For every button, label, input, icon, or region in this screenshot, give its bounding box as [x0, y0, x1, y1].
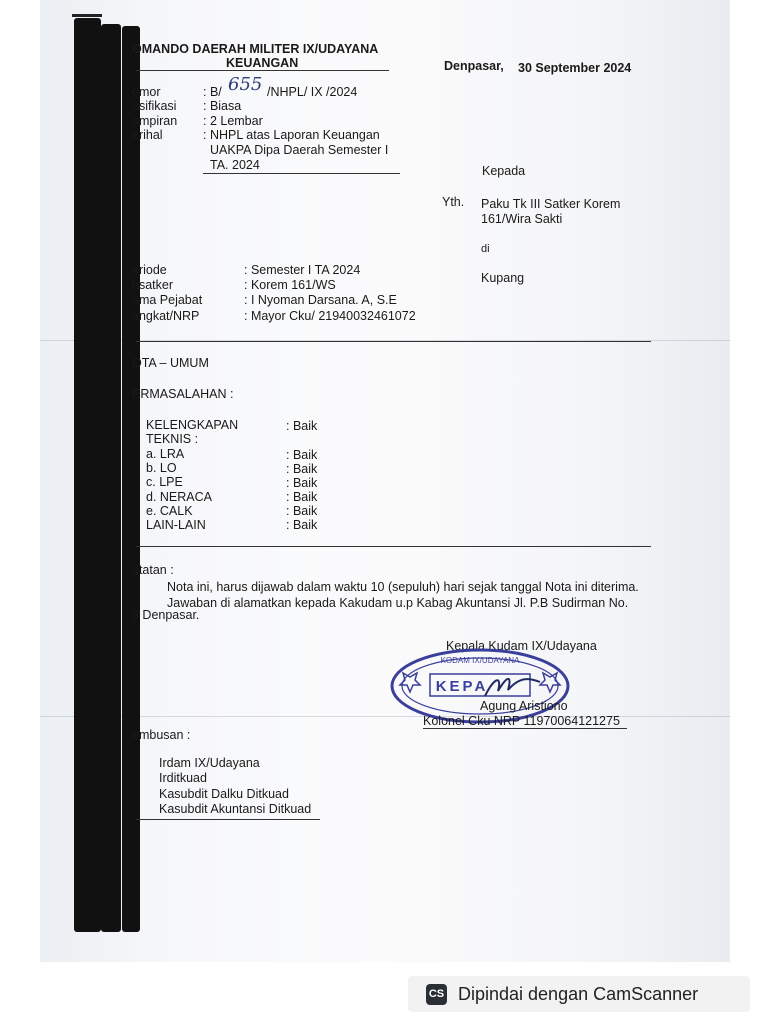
nota-item-label: a. LRA	[146, 447, 185, 461]
satker-value: : Korem 161/WS	[244, 278, 336, 292]
camscanner-logo-icon: CS	[426, 984, 447, 1005]
periode-value: : Semester I TA 2024	[244, 263, 361, 277]
catatan-line1: Nota ini, harus dijawab dalam waktu 10 (sepuluh) hari sejak tanggal Nota ini diterima.	[167, 580, 639, 594]
pejabat-value: : I Nyoman Darsana. A, S.E	[244, 293, 397, 307]
catatan-line3: 3 Denpasar.	[132, 608, 200, 622]
org-name: OMANDO DAERAH MILITER IX/UDAYANA	[132, 42, 379, 56]
recipient-line2: 161/Wira Sakti	[481, 212, 563, 226]
kepada-label: Kepada	[482, 164, 526, 178]
section-divider	[136, 341, 651, 342]
header-underline	[136, 70, 389, 71]
nomor-suffix: /NHPL/ IX /2024	[267, 85, 358, 99]
place: Denpasar,	[444, 59, 504, 73]
camscanner-watermark	[408, 976, 750, 1012]
recipient-city: Kupang	[481, 271, 525, 285]
tembusan-item: Kasubdit Dalku Ditkuad	[159, 787, 289, 801]
nota-item-value: : Baik	[286, 518, 318, 532]
satker-label: usatker	[132, 278, 173, 292]
perihal-label: erihal	[132, 128, 163, 142]
date: 30 September 2024	[518, 61, 632, 75]
periode-label: eriode	[132, 263, 167, 277]
nota-item-value: : Baik	[286, 476, 318, 490]
org-unit: KEUANGAN	[226, 56, 299, 70]
pejabat-label: ama Pejabat	[132, 293, 203, 307]
lampiran-value: : 2 Lembar	[203, 114, 263, 128]
catatan-line2: Jawaban di alamatkan kepada Kakudam u.p Kabag Akuntansi Jl. P.B Sudirman No.	[167, 596, 629, 610]
permasalahan-heading: ERMASALAHAN :	[132, 387, 234, 401]
signature-underline	[423, 728, 627, 729]
nota-item-label: e. CALK	[146, 504, 193, 518]
recipient-line1: Paku Tk III Satker Korem	[481, 197, 621, 211]
redaction-mark	[72, 14, 102, 17]
nota-item-label: d. NERACA	[146, 490, 212, 504]
tembusan-item: Irdam IX/Udayana	[159, 756, 260, 770]
klasifikasi-label: asifikasi	[132, 99, 177, 113]
yth-label: Yth.	[442, 195, 465, 209]
perihal-line3: TA. 2024	[210, 158, 260, 172]
signer-rank: Kolonel Cku NRP 11970064121275	[423, 714, 620, 728]
nota-title: OTA – UMUM	[132, 356, 209, 370]
tembusan-underline	[136, 819, 320, 820]
paper-fold	[40, 716, 730, 717]
perihal-line2: UAKPA Dipa Daerah Semester I	[210, 143, 389, 157]
nota-item-label: TEKNIS :	[146, 432, 199, 446]
nota-item-value: : Baik	[286, 504, 318, 518]
nota-item-label: c. LPE	[146, 475, 183, 489]
perihal-line1: : NHPL atas Laporan Keuangan	[203, 128, 380, 142]
nota-item-label: LAIN-LAIN	[146, 518, 206, 532]
klasifikasi-value: : Biasa	[203, 99, 242, 113]
camscanner-text: Dipindai dengan CamScanner	[458, 984, 699, 1004]
pangkat-value: : Mayor Cku/ 21940032461072	[244, 309, 416, 323]
tembusan-label: embusan :	[132, 728, 191, 742]
redaction-bar	[74, 18, 101, 932]
pangkat-label: angkat/NRP	[132, 309, 200, 323]
nota-item-value: : Baik	[286, 448, 318, 462]
nota-item-label: KELENGKAPAN	[146, 418, 239, 432]
lampiran-label: ampiran	[132, 114, 178, 128]
nomor-label: omor	[132, 85, 161, 99]
nota-item-label: b. LO	[146, 461, 177, 475]
signer-name: Agung Aristiono	[480, 699, 568, 713]
nota-item-value: : Baik	[286, 490, 318, 504]
section-divider	[136, 546, 651, 547]
stamp-mid-text: KEPA	[435, 678, 489, 695]
di-label: di	[481, 243, 490, 255]
stamp-top-text: KODAM IX/UDAYANA	[440, 656, 520, 665]
nomor-handwritten: 655	[228, 74, 263, 95]
nota-item-value: : Baik	[286, 419, 318, 433]
perihal-underline	[203, 173, 400, 174]
redaction-bar	[101, 24, 121, 932]
signature-title: Kepala Kudam IX/Udayana	[446, 639, 597, 653]
tembusan-item: Kasubdit Akuntansi Ditkuad	[159, 802, 312, 816]
catatan-label: atatan :	[132, 563, 174, 577]
nota-item-value: : Baik	[286, 462, 318, 476]
tembusan-item: Irditkuad	[159, 771, 207, 785]
redaction-bar	[122, 26, 140, 932]
nomor-prefix: : B/	[203, 85, 222, 99]
